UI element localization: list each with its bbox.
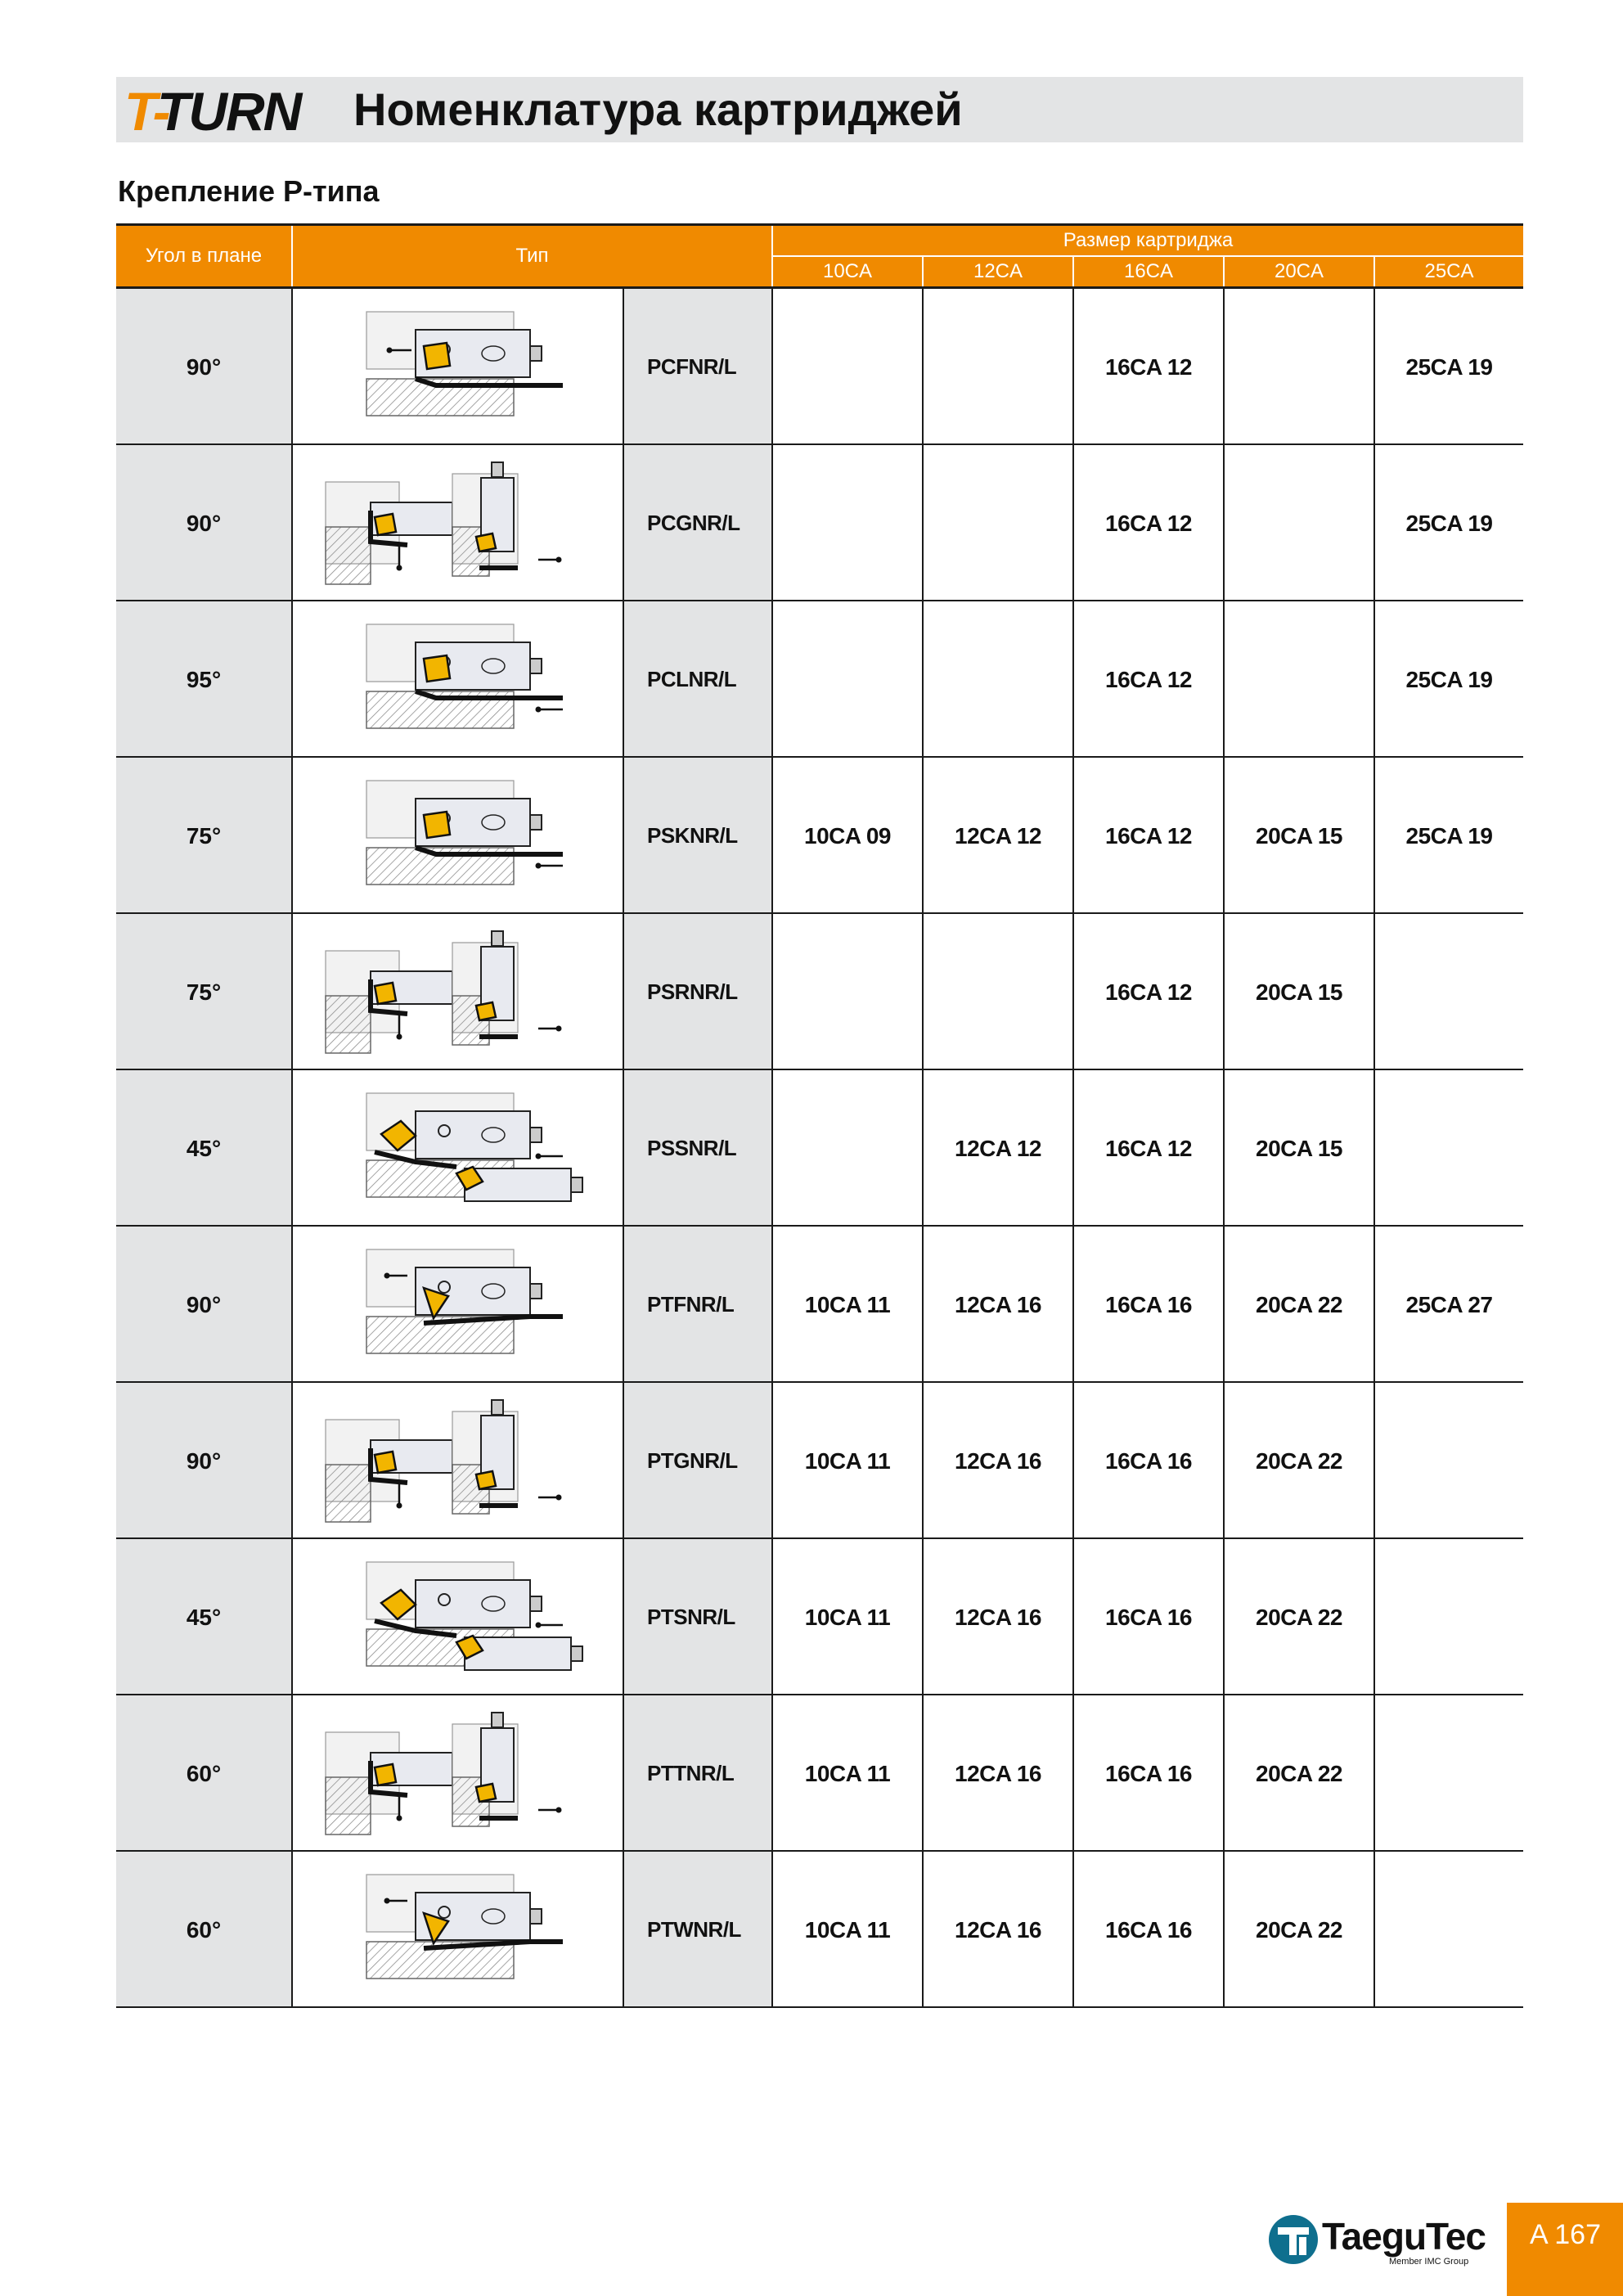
cell-divider (1072, 1539, 1074, 1695)
row-divider (116, 2006, 1523, 2008)
cell-divider (623, 1695, 624, 1852)
cell-divider (1373, 1227, 1375, 1383)
table-row (116, 1852, 1523, 2008)
angle-cell: 95° (116, 601, 291, 758)
angle-cell: 90° (116, 445, 291, 601)
cell-divider (623, 914, 624, 1070)
cell-divider (1223, 289, 1225, 445)
cell-divider (291, 758, 293, 914)
size-value-cell: 25CA 19 (1405, 822, 1493, 849)
logo-prefix: T- (124, 81, 169, 142)
size-value-cell: 20CA 22 (1256, 1916, 1342, 1943)
cell-divider (1223, 1695, 1225, 1852)
cell-divider (1223, 914, 1225, 1070)
size-value-cell: 10CA 09 (804, 822, 891, 849)
cell-divider (922, 445, 924, 601)
size-value-cell (773, 445, 922, 601)
tool-diagram (293, 1383, 623, 1539)
type-cell: PTFNR/L (624, 1227, 771, 1383)
header-size-16ca: 16CA (1074, 257, 1223, 286)
cell-divider (1373, 1852, 1375, 2008)
cell-divider (1373, 445, 1375, 601)
cartridge-table (116, 223, 1523, 2001)
header-size-12ca: 12CA (924, 257, 1072, 286)
type-cell: PTGNR/L (624, 1383, 771, 1539)
cell-divider (1223, 601, 1225, 758)
cell-divider (291, 289, 293, 445)
size-value-cell (773, 1070, 922, 1227)
header-type: Тип (293, 226, 771, 286)
header-size-20ca: 20CA (1225, 257, 1373, 286)
cell-divider (623, 1227, 624, 1383)
size-value-cell: 16CA 16 (1105, 1447, 1192, 1474)
cell-divider (1373, 1383, 1375, 1539)
t-turn-logo (124, 81, 329, 142)
table-row (116, 1227, 1523, 1383)
size-value-cell (773, 601, 922, 758)
cell-divider (771, 445, 773, 601)
size-value-cell: 16CA 12 (1105, 1135, 1192, 1161)
table-row (116, 601, 1523, 758)
size-value-cell (924, 914, 1072, 1070)
cell-divider (291, 601, 293, 758)
table-row (116, 445, 1523, 601)
section-title: Крепление P-типа (118, 174, 380, 208)
cell-divider (1072, 1070, 1074, 1227)
cell-divider (922, 601, 924, 758)
type-cell: PCFNR/L (624, 289, 771, 445)
page-title: Номенклатура картриджей (353, 83, 963, 135)
cell-divider (922, 1695, 924, 1852)
cell-divider (1072, 758, 1074, 914)
tool-diagram (293, 289, 623, 445)
size-value-cell (924, 601, 1072, 758)
cell-divider (623, 758, 624, 914)
cell-divider (623, 601, 624, 758)
size-value-cell (1375, 1383, 1523, 1539)
type-cell: PSRNR/L (624, 914, 771, 1070)
tool-diagram (293, 445, 623, 601)
size-value-cell: 12CA 16 (955, 1760, 1041, 1786)
logo-suffix: TURN (157, 81, 301, 142)
size-value-cell: 12CA 16 (955, 1447, 1041, 1474)
type-cell: PCLNR/L (624, 601, 771, 758)
size-value-cell (1375, 914, 1523, 1070)
size-value-cell: 16CA 12 (1105, 353, 1192, 380)
cell-divider (922, 914, 924, 1070)
cell-divider (1072, 289, 1074, 445)
size-value-cell: 25CA 19 (1405, 353, 1493, 380)
cell-divider (1072, 601, 1074, 758)
size-value-cell: 10CA 11 (804, 1916, 891, 1943)
taegutec-emblem-icon (1266, 2213, 1320, 2267)
cell-divider (922, 758, 924, 914)
size-value-cell: 25CA 19 (1405, 510, 1493, 536)
size-value-cell: 12CA 12 (955, 1135, 1041, 1161)
size-value-cell: 20CA 22 (1256, 1604, 1342, 1630)
cell-divider (922, 1227, 924, 1383)
cell-divider (771, 1383, 773, 1539)
cell-divider (1072, 1383, 1074, 1539)
size-value-cell: 25CA 27 (1405, 1291, 1493, 1317)
tool-diagram (293, 1695, 623, 1852)
cell-divider (1072, 1852, 1074, 2008)
size-value-cell (1225, 445, 1373, 601)
cell-divider (1072, 1227, 1074, 1383)
cell-divider (1072, 914, 1074, 1070)
size-value-cell (773, 289, 922, 445)
type-cell: PTSNR/L (624, 1539, 771, 1695)
cell-divider (1373, 1070, 1375, 1227)
size-value-cell (1225, 289, 1373, 445)
size-value-cell: 12CA 16 (955, 1291, 1041, 1317)
cell-divider (1373, 1695, 1375, 1852)
size-value-cell: 16CA 12 (1105, 510, 1192, 536)
angle-cell: 75° (116, 914, 291, 1070)
tool-diagram (293, 1852, 623, 2008)
angle-cell: 90° (116, 289, 291, 445)
header-angle: Угол в плане (116, 226, 291, 286)
size-value-cell: 25CA 19 (1405, 666, 1493, 692)
type-cell: PSKNR/L (624, 758, 771, 914)
cell-divider (1072, 1695, 1074, 1852)
cell-divider (291, 445, 293, 601)
cell-divider (1223, 1383, 1225, 1539)
size-value-cell: 16CA 16 (1105, 1604, 1192, 1630)
cell-divider (291, 1227, 293, 1383)
size-value-cell: 20CA 22 (1256, 1291, 1342, 1317)
cell-divider (922, 289, 924, 445)
size-value-cell (1375, 1695, 1523, 1852)
size-value-cell: 12CA 16 (955, 1916, 1041, 1943)
angle-cell: 45° (116, 1539, 291, 1695)
angle-cell: 45° (116, 1070, 291, 1227)
table-row (116, 1695, 1523, 1852)
size-value-cell (1225, 601, 1373, 758)
cell-divider (1223, 1539, 1225, 1695)
size-value-cell: 10CA 11 (804, 1760, 891, 1786)
type-cell: PTWNR/L (624, 1852, 771, 2008)
type-cell: PTTNR/L (624, 1695, 771, 1852)
cell-divider (1223, 1227, 1225, 1383)
cell-divider (623, 1383, 624, 1539)
tool-diagram (293, 914, 623, 1070)
table-row (116, 914, 1523, 1070)
tool-diagram (293, 758, 623, 914)
table-row (116, 289, 1523, 445)
cell-divider (771, 1227, 773, 1383)
size-value-cell: 16CA 12 (1105, 666, 1192, 692)
cell-divider (1223, 758, 1225, 914)
brand-tagline: Member IMC Group (1389, 2257, 1469, 2267)
size-value-cell: 20CA 22 (1256, 1760, 1342, 1786)
tool-diagram (293, 1539, 623, 1695)
size-value-cell: 10CA 11 (804, 1604, 891, 1630)
size-value-cell: 10CA 11 (804, 1291, 891, 1317)
cell-divider (771, 1852, 773, 2008)
size-value-cell: 16CA 16 (1105, 1916, 1192, 1943)
cell-divider (1373, 914, 1375, 1070)
cell-divider (771, 1539, 773, 1695)
cell-divider (623, 445, 624, 601)
size-value-cell: 20CA 15 (1256, 1135, 1342, 1161)
size-value-cell: 16CA 12 (1105, 822, 1192, 849)
header-size-25ca: 25CA (1375, 257, 1523, 286)
cell-divider (291, 1383, 293, 1539)
size-value-cell (924, 289, 1072, 445)
size-value-cell: 16CA 16 (1105, 1291, 1192, 1317)
size-value-cell: 10CA 11 (804, 1447, 891, 1474)
cell-divider (291, 1852, 293, 2008)
header-band (116, 77, 1523, 142)
cell-divider (771, 289, 773, 445)
cell-divider (1373, 1539, 1375, 1695)
size-value-cell (1375, 1852, 1523, 2008)
table-row (116, 1383, 1523, 1539)
angle-cell: 90° (116, 1383, 291, 1539)
cell-divider (1072, 445, 1074, 601)
size-value-cell (1375, 1539, 1523, 1695)
header-size-10ca: 10CA (773, 257, 922, 286)
cell-divider (1223, 445, 1225, 601)
cell-divider (771, 1695, 773, 1852)
type-cell: PCGNR/L (624, 445, 771, 601)
cell-divider (771, 1070, 773, 1227)
size-value-cell (1375, 1070, 1523, 1227)
size-value-cell (924, 445, 1072, 601)
angle-cell: 90° (116, 1227, 291, 1383)
cell-divider (922, 1539, 924, 1695)
cell-divider (623, 1852, 624, 2008)
tool-diagram (293, 1070, 623, 1227)
cell-divider (291, 1695, 293, 1852)
tool-diagram (293, 601, 623, 758)
size-value-cell: 20CA 15 (1256, 822, 1342, 849)
size-value-cell: 20CA 15 (1256, 979, 1342, 1005)
taegutec-logo (1266, 2209, 1486, 2270)
page-number: A 167 (1530, 2219, 1601, 2250)
angle-cell: 60° (116, 1852, 291, 2008)
cell-divider (922, 1852, 924, 2008)
type-cell: PSSNR/L (624, 1070, 771, 1227)
cell-divider (623, 289, 624, 445)
angle-cell: 60° (116, 1695, 291, 1852)
cell-divider (771, 758, 773, 914)
cell-divider (1373, 601, 1375, 758)
tool-diagram (293, 1227, 623, 1383)
cell-divider (1373, 758, 1375, 914)
cell-divider (623, 1070, 624, 1227)
size-value-cell: 20CA 22 (1256, 1447, 1342, 1474)
cell-divider (291, 1539, 293, 1695)
cell-divider (291, 1070, 293, 1227)
brand-name: TaeguTec (1322, 2215, 1486, 2258)
header-size-group: Размер картриджа (773, 226, 1523, 255)
cell-divider (922, 1070, 924, 1227)
page-number-box (1507, 2203, 1623, 2296)
cell-divider (771, 914, 773, 1070)
cell-divider (1223, 1852, 1225, 2008)
table-row (116, 1070, 1523, 1227)
cell-divider (922, 1383, 924, 1539)
table-row (116, 1539, 1523, 1695)
size-value-cell: 12CA 16 (955, 1604, 1041, 1630)
cell-divider (291, 914, 293, 1070)
cell-divider (623, 1539, 624, 1695)
angle-cell: 75° (116, 758, 291, 914)
size-value-cell (773, 914, 922, 1070)
size-value-cell: 16CA 16 (1105, 1760, 1192, 1786)
table-row (116, 758, 1523, 914)
cell-divider (771, 601, 773, 758)
cell-divider (1373, 289, 1375, 445)
cell-divider (1223, 1070, 1225, 1227)
size-value-cell: 16CA 12 (1105, 979, 1192, 1005)
size-value-cell: 12CA 12 (955, 822, 1041, 849)
